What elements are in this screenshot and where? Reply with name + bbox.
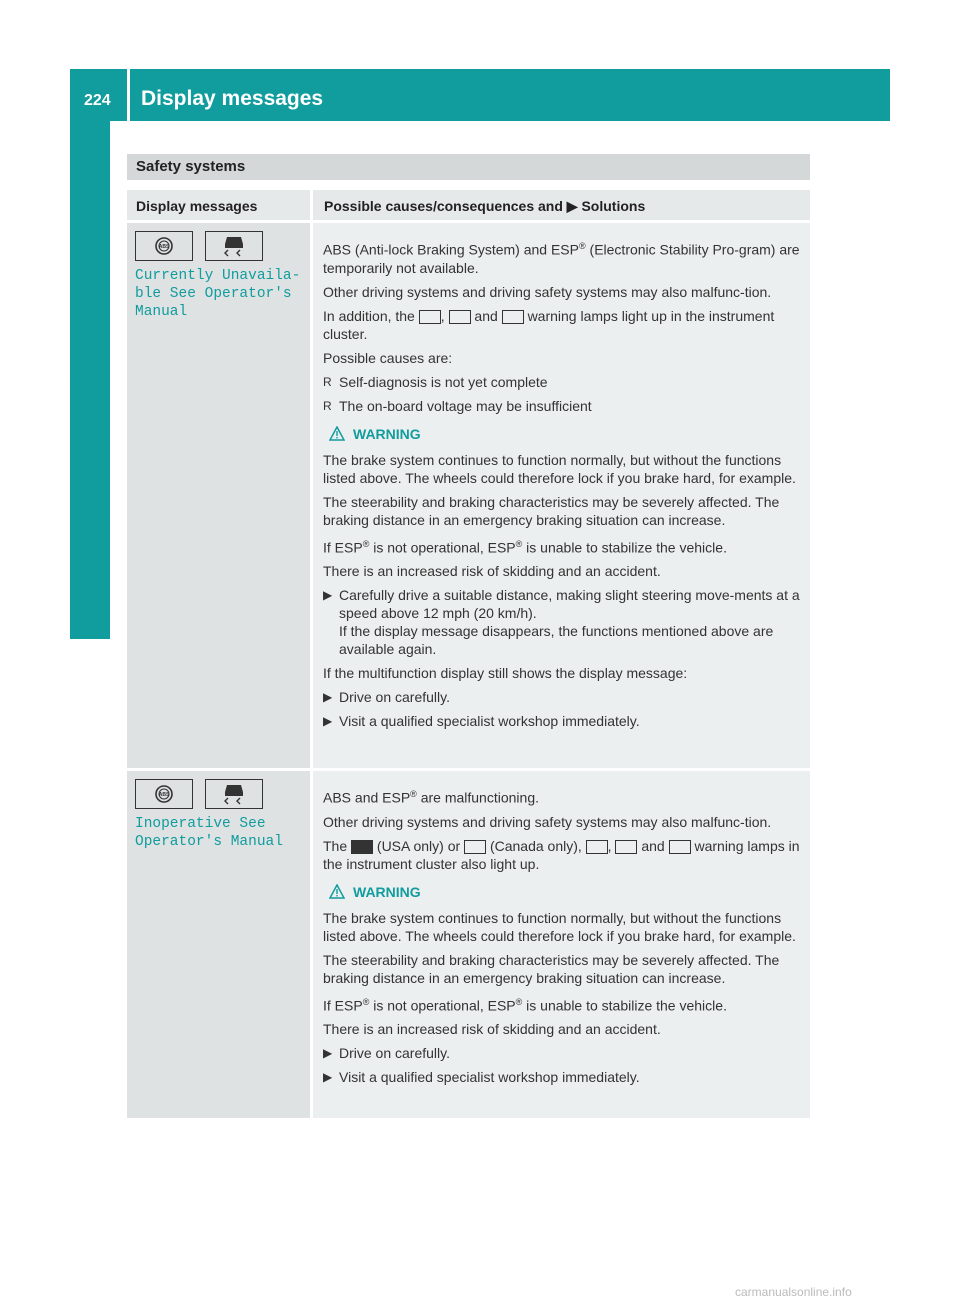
row2-display-message: Inoperative See Operator's Manual: [135, 816, 283, 850]
column-header-causes-text: Possible causes/consequences and ▶ Solutions: [324, 198, 646, 214]
warning-triangle-icon: [329, 884, 345, 899]
solution-arrow-icon: ▶: [323, 714, 333, 729]
solution-arrow-icon: ▶: [323, 1070, 333, 1085]
watermark: carmanualsonline.info: [735, 1285, 852, 1299]
solution-arrow-icon: ▶: [323, 690, 333, 705]
esp-warning-icon: [205, 231, 263, 261]
abs-lamp-icon: [669, 840, 691, 854]
page-number: 224: [84, 92, 111, 109]
esp-lamp-icon: [419, 310, 441, 324]
section-title: Safety systems: [136, 158, 246, 175]
esp-lamp-icon: [586, 840, 608, 854]
esp-off-lamp-icon: [449, 310, 471, 324]
brake-lamp-icon: [351, 840, 373, 854]
column-header-messages: Display messages: [127, 190, 310, 220]
abs-lamp-icon: [502, 310, 524, 324]
svg-text:ABS: ABS: [158, 244, 170, 250]
bullet-icon: R: [323, 398, 332, 413]
row1-display-message: Currently Unavaila‑ ble See Operator's Manual: [135, 268, 301, 320]
warning-heading: WARNING: [329, 425, 807, 443]
abs-warning-icon: [135, 779, 193, 809]
solution-arrow-icon: ▶: [323, 588, 333, 603]
row1-message-cell: [127, 223, 310, 768]
warning-heading: WARNING: [329, 883, 807, 901]
esp-off-lamp-icon: [615, 840, 637, 854]
warning-triangle-icon: [329, 426, 345, 441]
section-header: [127, 154, 810, 180]
header-separator: [127, 69, 130, 121]
row2-message-cell: [127, 771, 310, 1118]
column-header-causes: [313, 190, 810, 220]
esp-warning-icon: [205, 779, 263, 809]
side-chapter-label: On-board computer and displays: [76, 316, 98, 630]
brake-canada-lamp-icon: [464, 840, 486, 854]
abs-warning-icon: [135, 231, 193, 261]
chapter-title: Display messages: [141, 87, 324, 110]
solution-arrow-icon: ▶: [323, 1046, 333, 1061]
bullet-icon: R: [323, 374, 332, 389]
svg-text:ABS: ABS: [158, 792, 170, 798]
row1-causes-cell: ABS (Anti-lock Braking System) and ESP® (Electronic Stability Pro-gram) are temporarily not available. Other driving systems and driving safety systems may also malfunc-tion. In addition, the , and warning lamps light up in the instrument cluster. Possible causes are: R Self-diagnosis is not yet complete R The on-board voltage may be insufficient WARNING The brake system continues to function normally, but without the functions listed above. The wheels could therefore lock if you brake hard, for example. The steerability and braking characteristics may be severely affected. The braking distance in an emergency braking situation can increase. If ESP® is not operational, ESP® is unable to stabilize the vehicle. There is an increased risk of skidding and an accident. ▶ Carefully drive a suitable distance, making slight steering move-ments at a speed above 12 mph (20 km/h). If the display message disappears, the functions mentioned above are available again. If the multifunction display still shows the display message: ▶ Drive on carefully. ▶ Visit a qualified specialist workshop immediately.: [313, 223, 810, 768]
row2-causes-cell: ABS and ESP® are malfunctioning. Other driving systems and driving safety systems may also malfunc-tion. The (USA only) or (Canada only), , and warning lamps in the instrument cluster also light up. WARNING The brake system continues to function normally, but without the functions listed above. The wheels could therefore lock if you brake hard, for example. The steerability and braking characteristics may be severely affected. The braking distance in an emergency braking situation can increase. If ESP® is not operational, ESP® is unable to stabilize the vehicle. There is an increased risk of skidding and an accident. ▶ Drive on carefully. ▶ Visit a qualified specialist workshop immediately.: [313, 771, 810, 1118]
arrow-right-icon: ▶: [566, 198, 578, 214]
